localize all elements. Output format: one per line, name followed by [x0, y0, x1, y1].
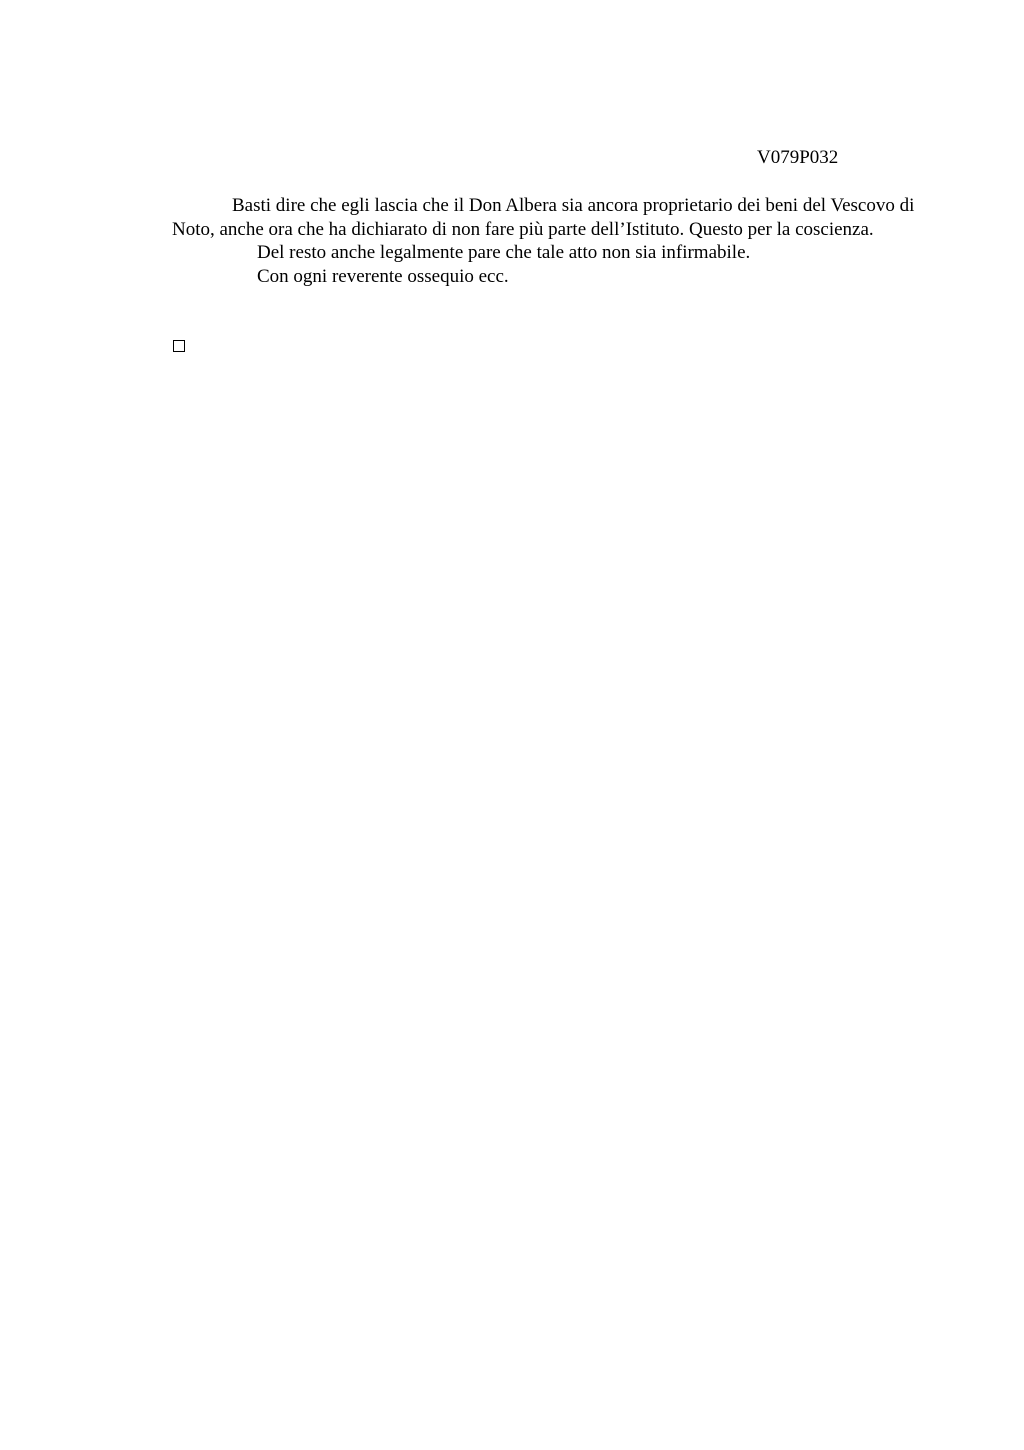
letter-body — [172, 194, 928, 288]
paragraph-closing: Con ogni reverente ossequio ecc. — [257, 265, 509, 287]
paragraph-legal-note: Del resto anche legalmente pare che tale atto non sia infirmabile. — [257, 242, 751, 263]
page-code: V079P032 — [757, 147, 839, 168]
empty-square-icon — [173, 340, 185, 352]
paragraph-main: Basti dire che egli lascia che il Don Albera sia ancora proprietario dei beni del Vescovo di Noto, anche ora che ha dichiarato di non fare più parte dell’Istituto. Questo per la coscienza. — [172, 195, 915, 240]
